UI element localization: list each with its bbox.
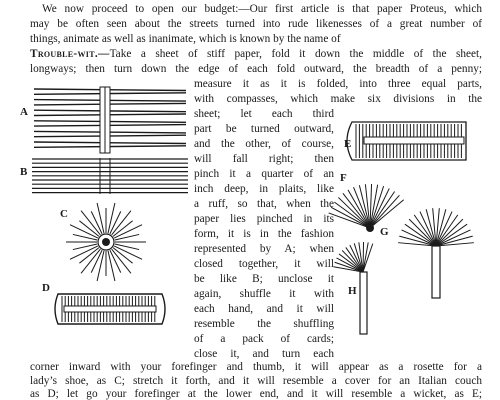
text-line-21: each hand, and it will xyxy=(194,303,334,315)
figure-label-d: D xyxy=(42,282,50,294)
text-line-23: of a pack of cards; xyxy=(194,333,334,345)
figure-c-rosette xyxy=(64,200,148,284)
text-line-10: and the other, of course, xyxy=(194,138,334,150)
figure-label-e: E xyxy=(344,138,352,150)
text-line-24: close it, and turn each xyxy=(194,348,334,360)
text-line-5: longways; then turn down the edge of each fold outward, the breadth of a penny; xyxy=(30,63,482,75)
text-line-1: We now proceed to open our budget:—Our first article is that paper Proteus, which xyxy=(42,3,482,15)
figure-b-closed-fold xyxy=(30,156,190,196)
text-line-7: with compasses, which make six divisions in the xyxy=(194,93,482,105)
text-line-4 xyxy=(30,49,482,60)
figure-label-h: H xyxy=(348,285,357,297)
text-line-19: be like B; unclose it xyxy=(194,273,334,285)
figure-a-pleated-sheet xyxy=(30,85,190,155)
text-line-3: things, animate as well as inanimate, which is known by the name of xyxy=(30,33,341,45)
text-line-26: lady’s shoe, as C; stretch it forth, and it will resemble a cover for an Italian couch xyxy=(30,375,482,387)
figure-h-fan-on-tall-stick xyxy=(340,236,390,336)
figure-label-f: F xyxy=(340,172,347,184)
rosette-petal xyxy=(97,203,104,233)
text-line-27: as D; let go your forefinger at the lower end, and it will resemble a wicket, as E; xyxy=(30,388,482,400)
text-line-22: resemble the shuffling xyxy=(194,318,334,330)
text-line-4-body: Take a sheet of stiff paper, fold it down the middle of the sheet, xyxy=(109,48,482,60)
text-line-6: measure it as it is folded, into three equal parts, xyxy=(194,78,482,90)
rosette-petal xyxy=(97,251,104,281)
text-line-12: pinch it a quarter of an xyxy=(194,168,334,180)
text-line-17: represented by A; when xyxy=(194,243,334,255)
rosette-petal xyxy=(108,251,115,281)
text-line-25: corner inward with your forefinger and thumb, it will appear as a rosette for a xyxy=(30,361,482,373)
figure-g-fan-on-stick xyxy=(398,200,478,300)
text-line-18: closed together, it will xyxy=(194,258,334,270)
text-line-20: again, shuffle it with xyxy=(194,288,334,300)
text-line-15: paper lies pinched in its xyxy=(194,213,334,225)
fan-rib xyxy=(339,254,363,272)
fan-rib xyxy=(363,244,373,272)
rosette-petal xyxy=(115,234,139,240)
text-line-16: form, it is in the fashion xyxy=(194,228,334,240)
section-heading: Trouble-wit.— xyxy=(30,48,110,60)
text-line-2: may be often seen about the streets turned into rude likenesses of a great number of xyxy=(30,18,482,30)
fan-rib xyxy=(370,188,389,228)
rosette-petal xyxy=(108,203,115,233)
figure-label-g: G xyxy=(380,226,389,238)
text-line-13: inch deep, in plaits, like xyxy=(194,183,334,195)
figure-label-a: A xyxy=(20,106,28,118)
text-line-9: part be turned outward, xyxy=(194,123,334,135)
figure-e-wicket xyxy=(342,118,472,164)
rosette-petal xyxy=(73,234,97,240)
rosette-petal xyxy=(73,244,97,250)
figure-label-b: B xyxy=(20,166,28,178)
text-line-8: sheet; let each third xyxy=(194,108,334,120)
text-line-14: a ruff, so that, when the xyxy=(194,198,334,210)
figure-d-couch-cover xyxy=(50,284,170,334)
text-line-11: will fall right; then xyxy=(194,153,334,165)
figure-label-c: C xyxy=(60,208,68,220)
fan-rib xyxy=(338,197,370,228)
rosette-petal xyxy=(115,244,139,250)
